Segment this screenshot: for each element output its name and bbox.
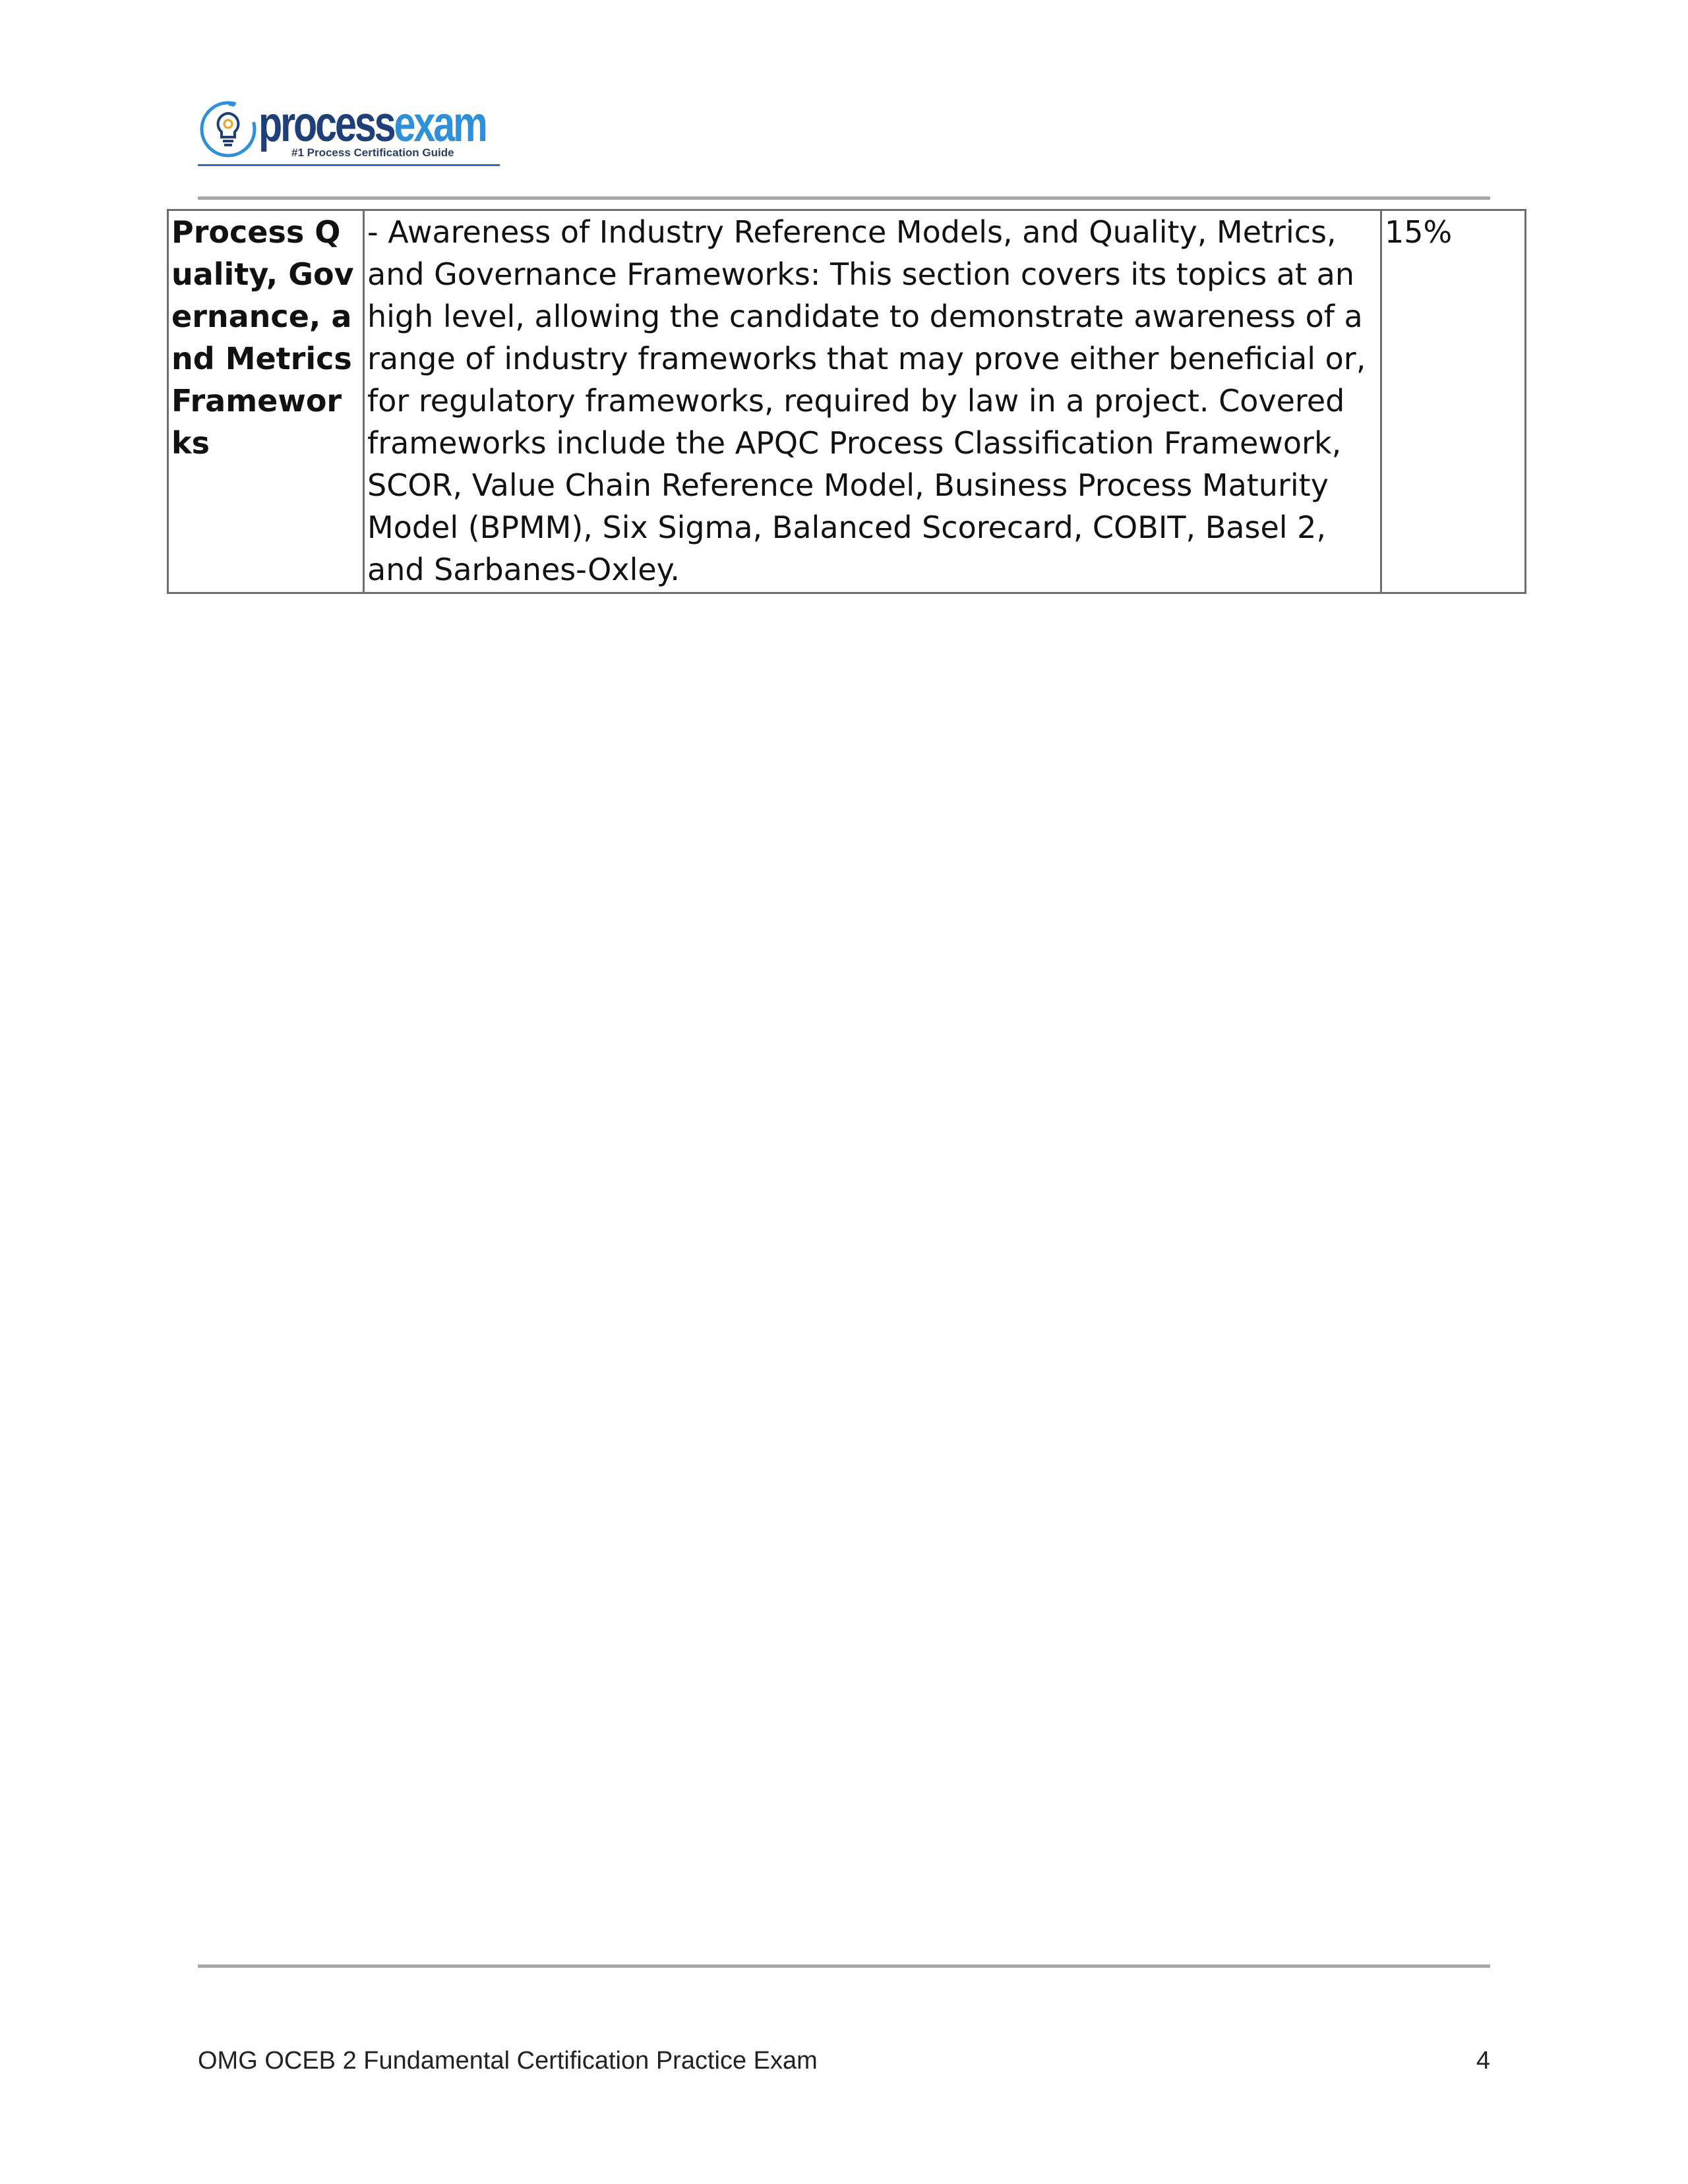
- lightbulb-gear-icon: [198, 99, 258, 160]
- logo-word-part1: process: [258, 96, 394, 152]
- logo-tagline: #1 Process Certification Guide: [291, 146, 454, 159]
- details-cell: - Awareness of Industry Reference Models, and Quality, Metrics, and Governance Frameworks: This section covers its topics at an high level, allowing the candidate to demonstrate awareness of a range of industry frameworks that may prove either beneficial or, for regulatory frameworks, required by law in a project. Covered frameworks include the APQC Process Classification Framework, SCOR, Value Chain Reference Model, Business Process Maturity Model (BPMM), Six Sigma, Balanced Scorecard, COBIT, Basel 2, and Sarbanes-Oxley.: [364, 210, 1381, 593]
- topic-table: [167, 209, 1526, 594]
- topic-cell: Process Quality, Governance, and Metrics Frameworks: [168, 210, 364, 593]
- table-row: [168, 210, 1526, 593]
- page-number: 4: [1476, 2047, 1490, 2075]
- logo-wordmark: [258, 95, 486, 154]
- logo-underline: [198, 164, 500, 166]
- weight-cell: 15%: [1381, 210, 1526, 593]
- footer-title: OMG OCEB 2 Fundamental Certification Practice Exam: [198, 2047, 818, 2075]
- header-divider: [198, 196, 1490, 200]
- logo-word-part2: exam: [394, 96, 486, 152]
- processexam-logo: [198, 96, 508, 171]
- footer-divider: [198, 1964, 1490, 1968]
